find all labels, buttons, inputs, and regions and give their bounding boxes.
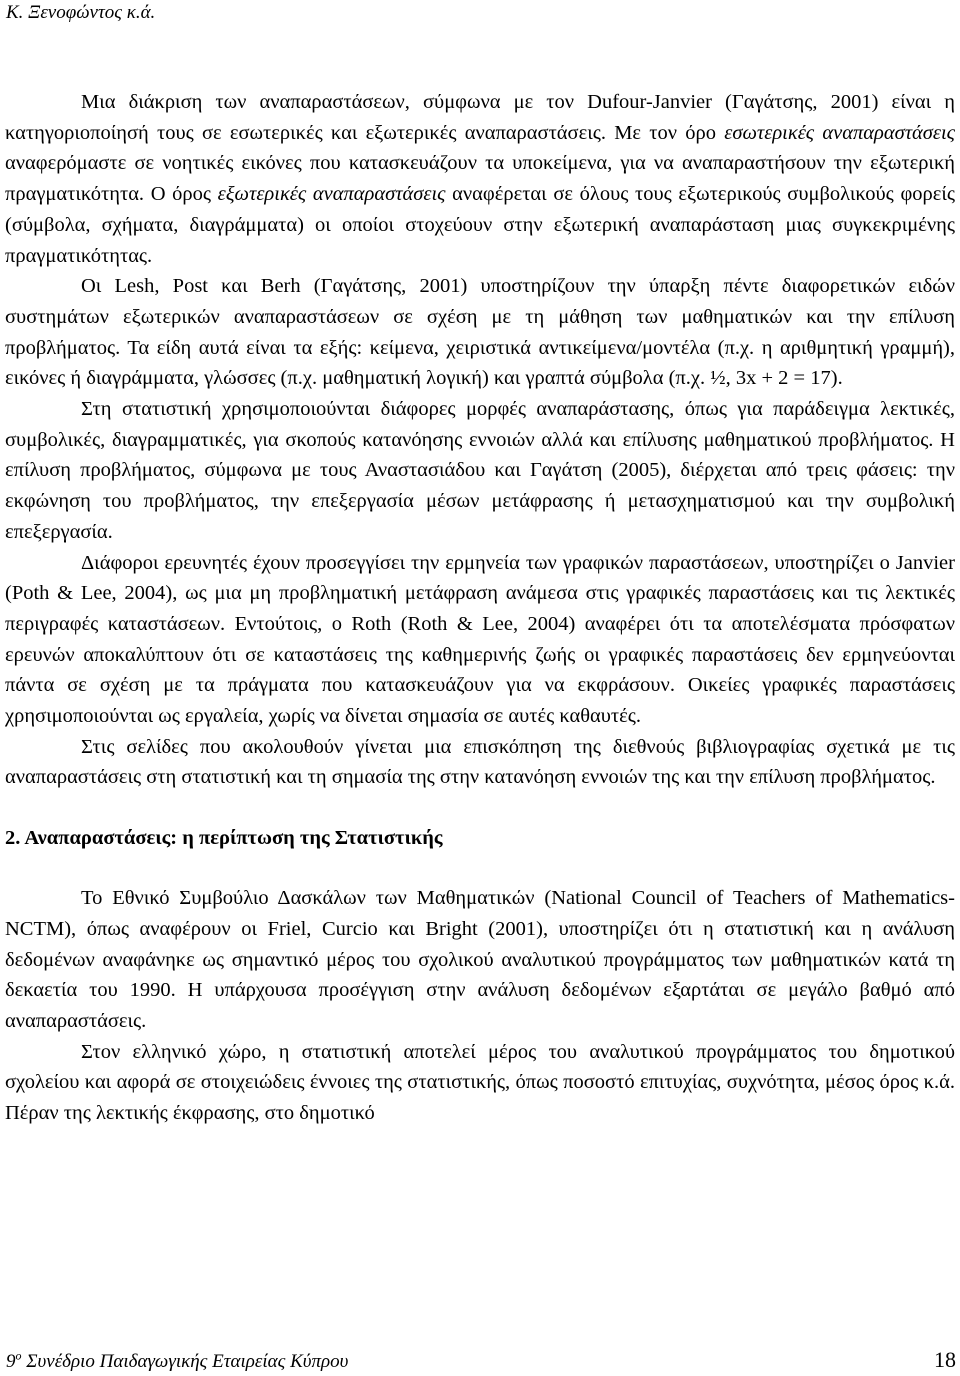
paragraph-text: Μια διάκριση των αναπαραστάσεων, σύμφωνα με τον Dufour-Janvier (Γαγάτσης, 2001) είναι η κατηγοριοποίησή τους σε εσωτερικές και εξωτερικές αναπαραστάσεις. Με τον όρο [5,91,955,144]
page-header [6,2,155,24]
paragraph-text: αναφερόμαστε σε νοητικές εικόνες που κατασκευάζουν τα υποκείμενα, για να αναπαραστήσουν την εξωτερική πραγματικότητα. Ο όρος [5,152,955,206]
paragraph-group-intro [5,87,955,793]
header-author: Κ. Ξενοφώντος κ.ά. [6,2,156,23]
paragraph [5,271,955,394]
section-heading: 2. Αναπαραστάσεις: η περίπτωση της Στατιστικής [5,827,443,850]
page-footer [6,1347,956,1374]
paragraph [5,1037,955,1129]
paragraph [5,548,955,732]
paragraph-text: αναφέρεται σε όλους τους εξωτερικούς συμβολικούς φορείς (σύμβολα, σχήματα, διαγράμματα) οι οποίοι στοχεύουν στην εξωτερική αναπαράσταση μιας συγκεκριμένης πραγματικότητας. [5,183,955,267]
footer-conference-number: 9 [6,1351,16,1372]
spacer [5,793,955,823]
paragraph [5,394,955,548]
footer-conference-name: Συνέδριο Παιδαγωγικής Εταιρείας Κύπρου [21,1351,349,1372]
emphasized-term: εξωτερικές αναπαραστάσεις [217,183,446,206]
paragraph-text: Οι Lesh, Post και Berh (Γαγάτσης, 2001) υποστηρίζουν την ύπαρξη πέντε διαφορετικών ειδών συστημάτων εξωτερικών αναπαραστάσεων σε σχέση με τη μάθηση των μαθηματικών και την επίλυση προβλήματος. Τα είδη αυτά είναι τα εξής: κείμενα, χειριστικά αντικείμενα/μοντέλα (π.χ. η αριθμητική γραμμή), εικόνες ή διαγράμματα, γλώσσες (π.χ. μαθηματική λογική) και γραπτά σύμβολα (π.χ. ½, 3x + 2 = 17). [5,275,955,390]
paragraph [5,87,955,271]
footer-conference-sup: ο [15,1348,22,1363]
paragraph [5,883,955,1037]
paragraph [5,732,955,793]
paragraph-group-section-2 [5,883,955,1129]
emphasized-term: εσωτερικές αναπαραστάσεις [724,121,955,144]
paragraph-text: Διάφοροι ερευνητές έχουν προσεγγίσει την ερμηνεία των γραφικών παραστάσεων, υποστηρίζει ο Janvier (Poth & Lee, 2004), ως μια μη προβληματική μετάφραση ανάμεσα στις γραφικές παραστάσεις και τις λεκτικές περιγραφές καταστάσεων. Εντούτοις, ο Roth (Roth & Lee, 2004) αναφέρει ότι τα αποτελέσματα πρόσφατων ερευνών αποκαλύπτουν ότι σε καταστάσεις της καθημερινής ζωής οι γραφικές παραστάσεις δεν ερμηνεύονται πάντα σε σχέση με τα πράγματα που κατασκευάζουν για να εκφράσουν. Οικείες γραφικές παραστάσεις χρησιμοποιούνται ως εργαλεία, χωρίς να δίνεται σημασία σε αυτές καθαυτές. [5,551,955,728]
paragraph-text: Στον ελληνικό χώρο, η στατιστική αποτελεί μέρος του αναλυτικού προγράμματος του δημοτικού σχολείου και αφορά σε στοιχειώδεις έννοιες της στατιστικής, όπως ποσοστό επιτυχίας, συχνότητα, μέσος όρος κ.ά. Πέραν της λεκτικής έκφρασης, στο δημοτικό [5,1040,955,1125]
main-text [5,87,955,1129]
paragraph-text: Το Εθνικό Συμβούλιο Δασκάλων των Μαθηματικών (National Council of Teachers of Mathematics-NCTM), όπως αναφέρουν οι Friel, Curcio και Bright (2001), υποστηρίζει ότι η στατιστική και η ανάλυση δεδομένων αναφάνηκε ως σημαντικό μέρος του σχολικού αναλυτικού προγράμματος των μαθηματικών κατά τη δεκαετία του 1990. Η υπάρχουσα προσέγγιση στην ανάλυση δεδομένων εξαρτάται σε μεγάλο βαθμό από αναπαραστάσεις. [5,887,955,1032]
paragraph-text: Στις σελίδες που ακολουθούν γίνεται μια επισκόπηση της διεθνούς βιβλιογραφίας σχετικά με τις αναπαραστάσεις στη στατιστική και τη σημασία της στην κατανόηση εννοιών της και την επίλυση προβλήματος. [5,735,955,789]
paragraph-text: Στη στατιστική χρησιμοποιούνται διάφορες μορφές αναπαράστασης, όπως για παράδειγμα λεκτικές, συμβολικές, διαγραμματικές, για σκοπούς κατανόησης εννοιών αλλά και επίλυσης μαθηματικού προβλήματος. Η επίλυση προβλήματος, σύμφωνα με τους Αναστασιάδου και Γαγάτση (2005), διέρχεται από τρεις φάσεις: την εκφώνηση του προβλήματος, την επεξεργασία μέσων μετάφρασης ή μετασχηματισμού και την συμβολική επεξεργασία. [5,398,955,543]
page-number: 18 [934,1347,956,1372]
